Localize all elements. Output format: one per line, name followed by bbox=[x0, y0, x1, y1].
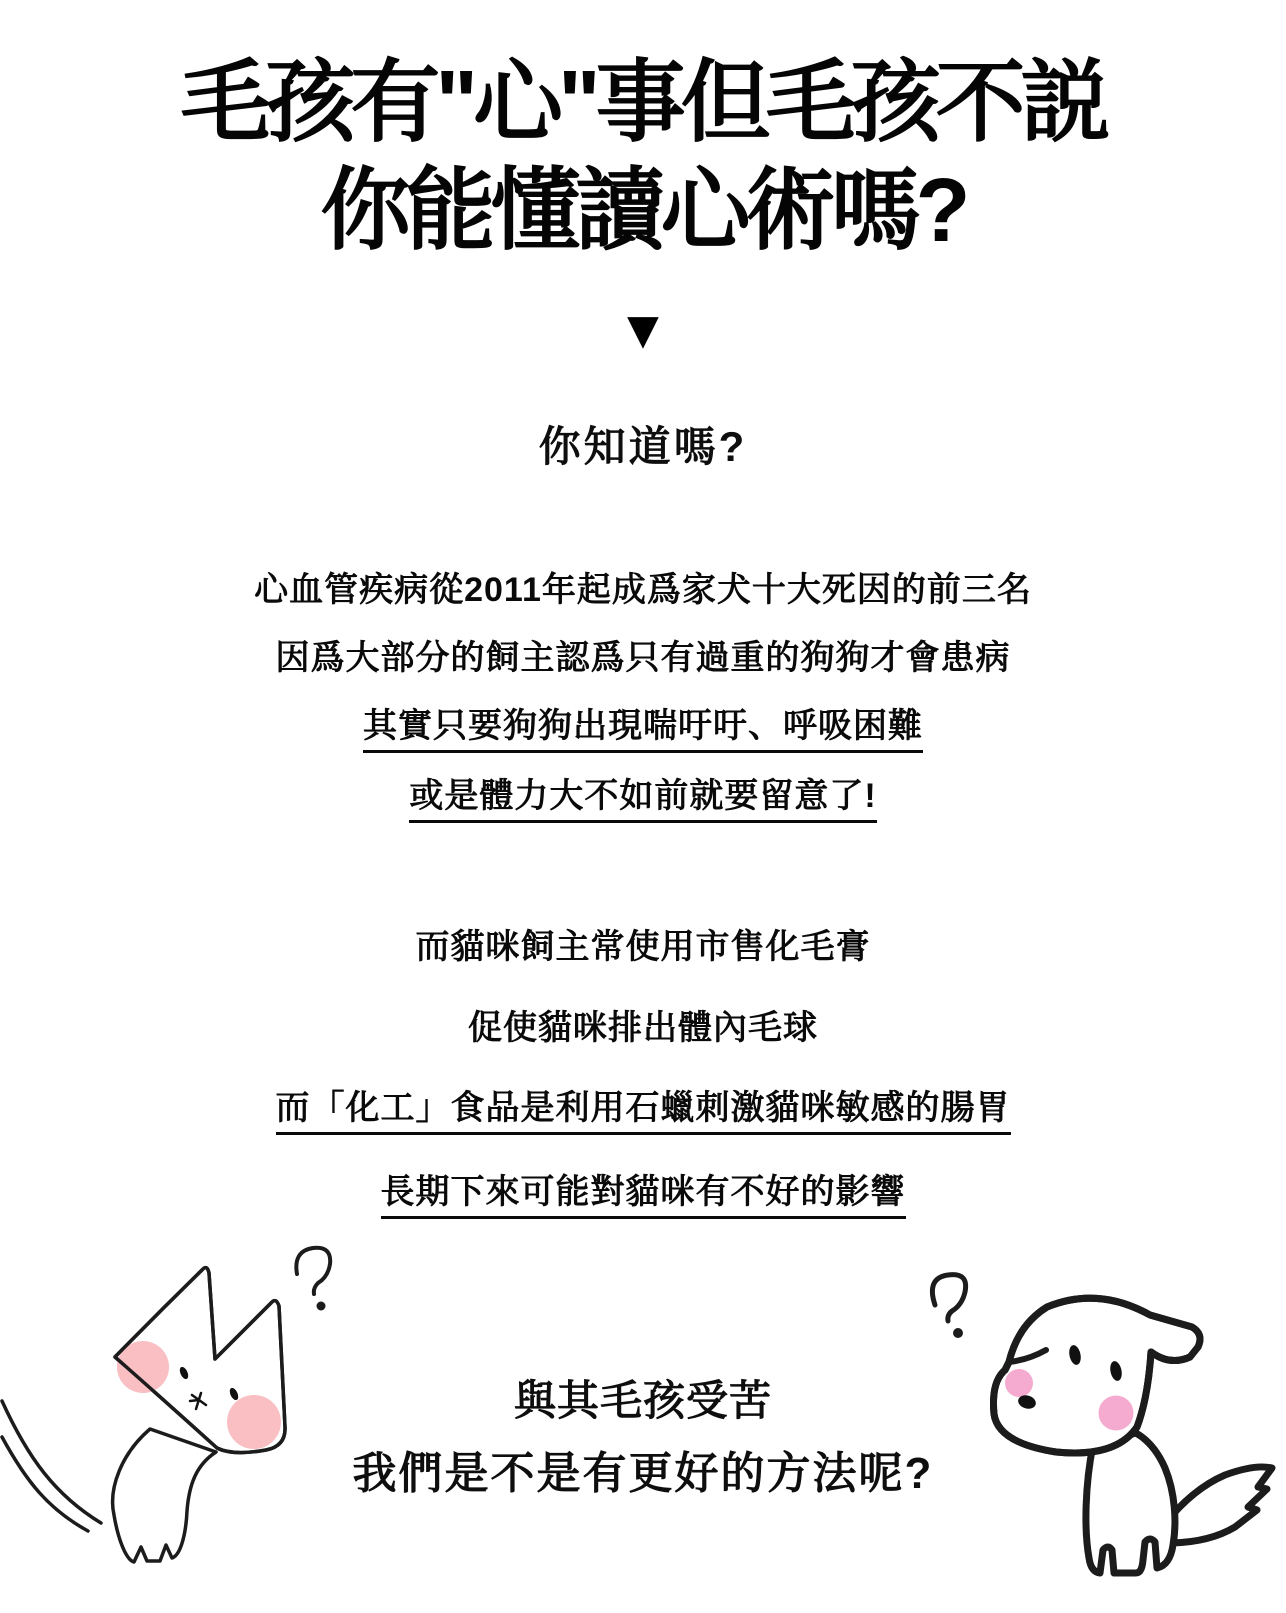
cat-tail bbox=[2, 1437, 88, 1531]
dog-fact-line bbox=[0, 641, 1286, 675]
question-mark-dot bbox=[953, 1328, 963, 1338]
down-triangle-icon: ▼ bbox=[616, 300, 670, 360]
dog-illustration bbox=[910, 1230, 1286, 1613]
intro-heading: 你知道嗎? bbox=[538, 423, 748, 470]
question-mark-icon bbox=[932, 1275, 965, 1321]
dog-nose-blush bbox=[1005, 1369, 1033, 1397]
dog-fact-text: 其實只要狗狗出現喘吁吁、呼吸困難 bbox=[363, 709, 923, 753]
dog-fact-line-underlined bbox=[0, 709, 1286, 753]
cat-body bbox=[113, 1429, 216, 1562]
headline-line-1: 毛孩有"心"事但毛孩不説 bbox=[180, 53, 1106, 153]
cat-blush-right bbox=[227, 1395, 281, 1449]
headline-line-2: 你能懂讀心術嗎? bbox=[320, 161, 966, 261]
closing-line-1: 與其毛孩受苦 bbox=[513, 1377, 772, 1424]
cat-fact-text: 而「化工」食品是利用石蠟刺激貓咪敏感的腸胃 bbox=[276, 1091, 1011, 1135]
dog-fact-text: 或是體力大不如前就要留意了! bbox=[409, 779, 876, 823]
dog-fact-text: 因爲大部分的飼主認爲只有過重的狗狗才會患病 bbox=[275, 639, 1011, 677]
cat-fact-line-underlined bbox=[0, 1091, 1286, 1135]
cat-fact-line bbox=[0, 930, 1286, 964]
closing-line-2: 我們是不是有更好的方法呢? bbox=[352, 1449, 934, 1498]
cat-fact-text: 促使貓咪排出體內毛球 bbox=[468, 1009, 818, 1047]
cat-fact-line-underlined bbox=[0, 1175, 1286, 1219]
dog-fact-line-underlined bbox=[0, 779, 1286, 823]
dog-fact-text: 心血管疾病從2011年起成爲家犬十大死因的前三名 bbox=[254, 571, 1032, 609]
cat-fact-text: 長期下來可能對貓咪有不好的影響 bbox=[381, 1175, 906, 1219]
cat-illustration bbox=[0, 1233, 340, 1613]
dog-cheek-blush bbox=[1099, 1396, 1134, 1431]
question-mark-dot bbox=[317, 1302, 326, 1311]
dog-fact-line bbox=[0, 573, 1286, 607]
cat-fact-text: 而貓咪飼主常使用市售化毛膏 bbox=[415, 928, 871, 966]
question-mark-icon bbox=[296, 1248, 330, 1294]
cat-fact-line bbox=[0, 1011, 1286, 1045]
